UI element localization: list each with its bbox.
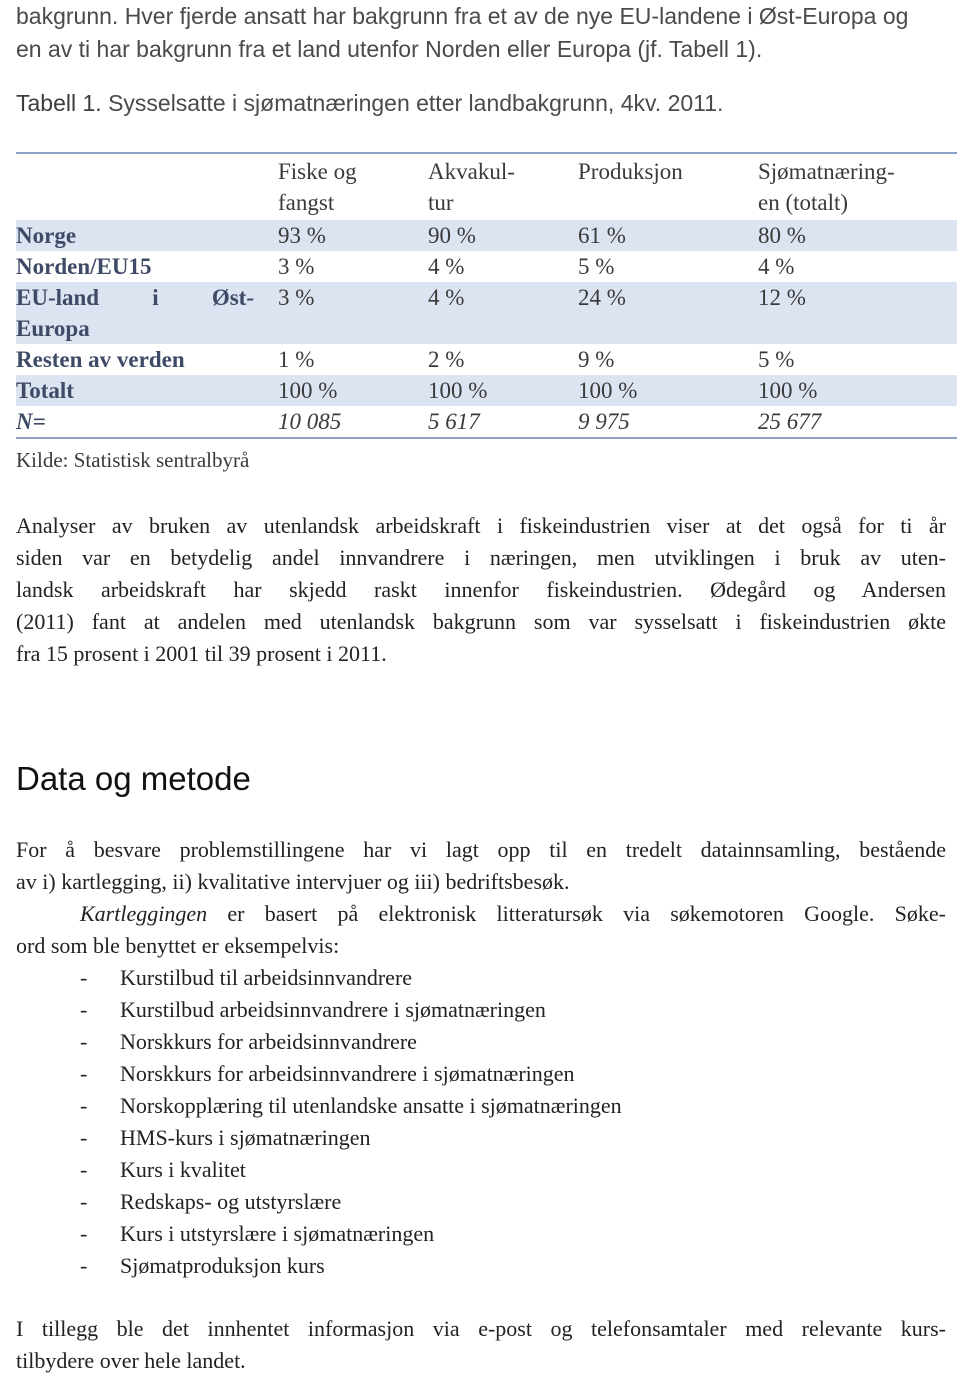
list-item: - Kurstilbud arbeidsinnvandrere i sjømatnæringen [80, 997, 546, 1022]
table-cell: 4 % [758, 254, 795, 279]
table-cell: 3 % [278, 254, 315, 279]
table-cell: 2 % [428, 347, 465, 372]
table-header-cell: Akvakul- tur [428, 159, 515, 215]
text-line: (2011) fant at andelen med utenlandsk bakgrunn som var sysselsatt i fiskeindustrien økte [16, 609, 946, 634]
table-row [16, 344, 957, 375]
text-line: siden var en betydelig andel innvandrere i næringen, men utviklingen i bruk av uten- [16, 545, 946, 570]
table-header-cell: Produksjon [578, 159, 683, 184]
list-item: - Norskkurs for arbeidsinnvandrere [80, 1029, 417, 1054]
table-row [16, 406, 957, 438]
table-row [16, 251, 957, 282]
table-row [16, 375, 957, 406]
table-cell: 9 % [578, 347, 615, 372]
paragraph-mapping [16, 898, 946, 962]
text-line: Analyser av bruken av utenlandsk arbeidskraft i fiskeindustrien viser at det også for ti år [16, 513, 946, 538]
list-item: - Sjømatproduksjon kurs [80, 1253, 325, 1278]
table-cell: 61 % [578, 220, 758, 251]
paragraph-additional-info [16, 1313, 946, 1377]
table-cell: 25 677 [758, 406, 957, 438]
text-line: landsk arbeidskraft har skjedd raskt innenfor fiskeindustrien. Ødegård og Andersen [16, 577, 946, 602]
table-cell: 3 % [278, 282, 428, 344]
table-row [16, 282, 957, 344]
text-line: tilbydere over hele landet. [16, 1348, 246, 1373]
table-cell: 100 % [428, 375, 578, 406]
table-cell: 100 % [278, 375, 428, 406]
list-item: - Kurs i utstyrslære i sjømatnæringen [80, 1221, 435, 1246]
row-label: N= [16, 406, 278, 438]
list-item: - HMS-kurs i sjømatnæringen [80, 1125, 371, 1150]
table-cell: 1 % [278, 347, 315, 372]
list-item: - Redskaps- og utstyrslære [80, 1189, 342, 1214]
table-cell: 100 % [578, 375, 758, 406]
table-cell: 90 % [428, 220, 578, 251]
intro-paragraph [16, 0, 946, 66]
row-label: Totalt [16, 375, 278, 406]
text-line: Kartleggingen er basert på elektronisk litteratursøk via søkemotoren Google. Søke- [80, 901, 946, 926]
table-header-row [16, 153, 957, 220]
italic-term: Kartleggingen [80, 901, 208, 926]
text-line: For å besvare problemstillingene har vi lagt opp til en tredelt datainnsamling, bestående [16, 837, 946, 862]
table-source: Kilde: Statistisk sentralbyrå [16, 448, 250, 472]
table-cell: 5 % [758, 347, 795, 372]
table-caption-text: Sysselsatte i sjømatnæringen etter landbakgrunn, 4kv. 2011. [108, 90, 724, 116]
table-cell: 24 % [578, 282, 758, 344]
table-caption-label: Tabell 1. [16, 90, 102, 116]
keyword-list [80, 962, 622, 1282]
list-item: - Kurs i kvalitet [80, 1157, 246, 1182]
table-cell: 80 % [758, 220, 957, 251]
table-cell: 5 % [578, 254, 615, 279]
paragraph-data-collection [16, 834, 946, 898]
table-header-cell: Sjømatnæring- en (totalt) [758, 159, 895, 215]
table-cell: 100 % [758, 375, 957, 406]
list-item: - Kurstilbud til arbeidsinnvandrere [80, 965, 413, 990]
section-heading: Data og metode [16, 760, 251, 797]
table-cell: 5 617 [428, 406, 578, 438]
row-label: Norge [16, 220, 278, 251]
row-label: Resten av verden [16, 347, 185, 372]
table-caption [16, 90, 723, 117]
list-item: - Norskopplæring til utenlandske ansatte i sjømatnæringen [80, 1093, 622, 1118]
table-header-cell: Fiske og fangst [278, 159, 357, 215]
table-header-corner [16, 153, 278, 220]
table-cell: 10 085 [278, 406, 428, 438]
paragraph-foreign-labour [16, 510, 946, 670]
list-item: - Norskkurs for arbeidsinnvandrere i sjømatnæringen [80, 1061, 575, 1086]
table-row [16, 220, 957, 251]
table-cell: 9 975 [578, 406, 758, 438]
table-cell: 4 % [428, 254, 465, 279]
row-label: EU-land i Øst- Europa [16, 282, 278, 344]
text-line: ord som ble benyttet er eksempelvis: [16, 933, 340, 958]
row-label: Norden/EU15 [16, 254, 152, 279]
table-cell: 93 % [278, 220, 428, 251]
table-cell: 12 % [758, 282, 957, 344]
table-cell: 4 % [428, 282, 578, 344]
text-line: I tillegg ble det innhentet informasjon via e-post og telefonsamtaler med relevante kurs- [16, 1316, 946, 1341]
intro-line: en av ti har bakgrunn fra et land utenfor Norden eller Europa (jf. Tabell 1). [16, 36, 763, 62]
employment-table [16, 152, 957, 439]
text-line: av i) kartlegging, ii) kvalitative intervjuer og iii) bedriftsbesøk. [16, 869, 570, 894]
text-line: fra 15 prosent i 2001 til 39 prosent i 2011. [16, 641, 387, 666]
intro-line: bakgrunn. Hver fjerde ansatt har bakgrunn fra et av de nye EU-landene i Øst-Europa og [16, 3, 909, 29]
